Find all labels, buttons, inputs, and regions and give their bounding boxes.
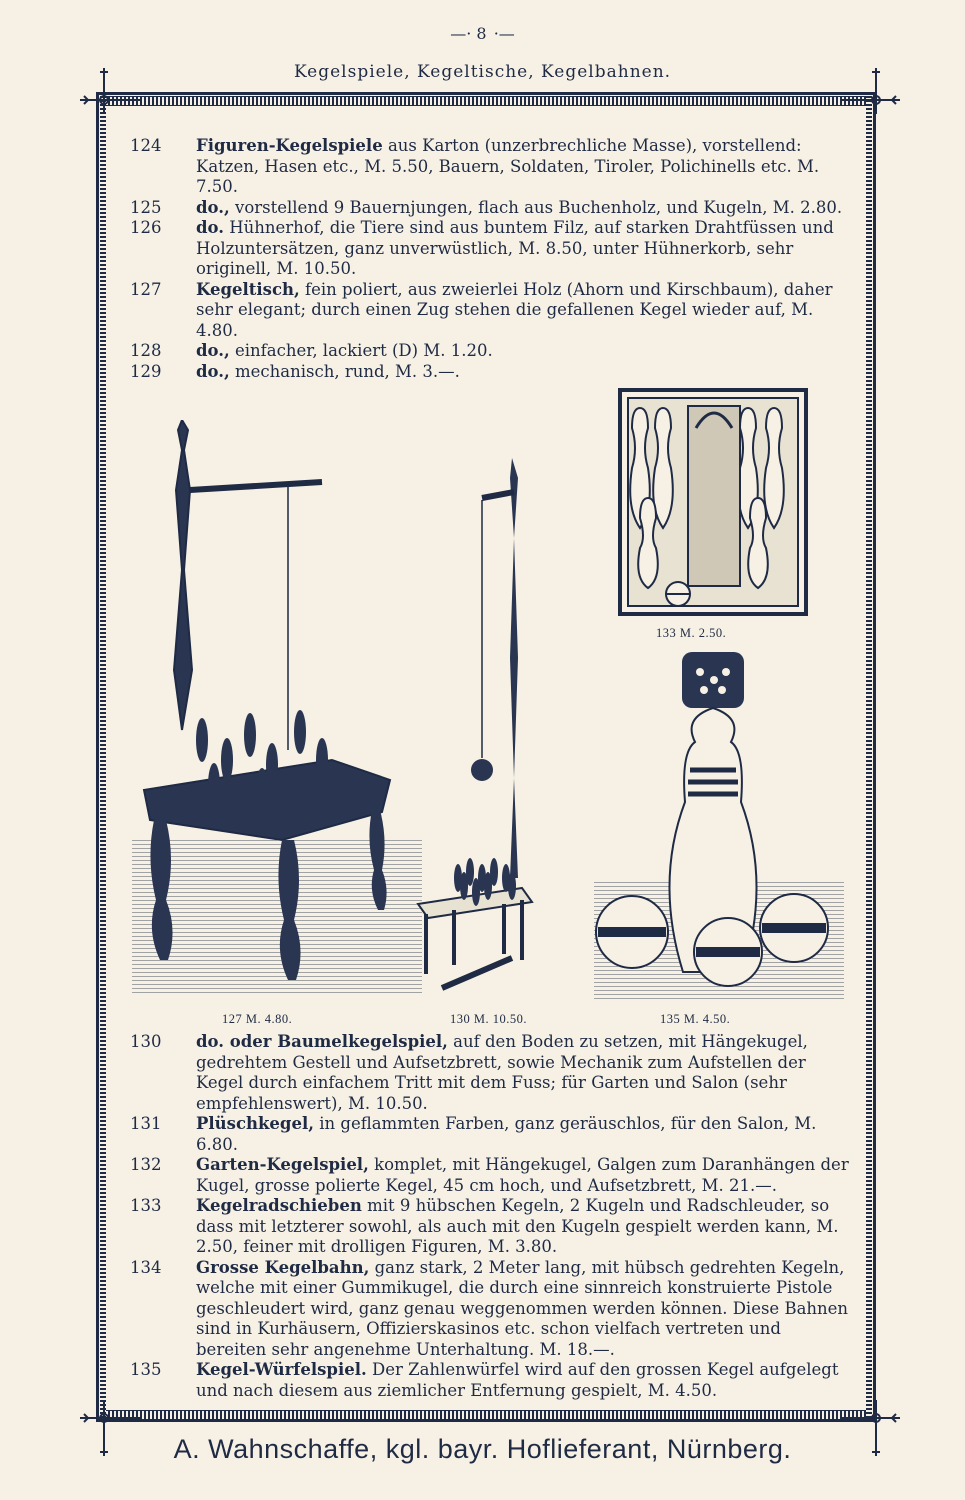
entry-title: Plüschkegel, bbox=[196, 1114, 314, 1133]
catalog-entry bbox=[130, 1114, 850, 1155]
catalog-entry bbox=[130, 1258, 850, 1361]
entry-number: 124 bbox=[130, 136, 162, 155]
entry-number: 132 bbox=[130, 1155, 162, 1174]
entry-number: 129 bbox=[130, 361, 162, 381]
entry-text: komplet, mit Hängekugel, Galgen zum Daranhängen der Kugel, grosse polierte Kegel, 45 cm hoch, und Aufsetzbrett, M. 21.—. bbox=[196, 1155, 849, 1195]
catalog-entry bbox=[130, 1032, 850, 1114]
kegeltisch-illustration bbox=[132, 420, 422, 996]
catalog-entry bbox=[130, 1155, 850, 1196]
entry-number: 134 bbox=[130, 1257, 162, 1277]
caption-133: 133 M. 2.50. bbox=[656, 626, 727, 640]
running-head: Kegelspiele, Kegeltische, Kegelbahnen. bbox=[293, 62, 672, 82]
catalog-entry bbox=[130, 198, 850, 219]
kegel-wuerfelspiel-illustration bbox=[594, 650, 844, 1000]
entry-number: 130 bbox=[130, 1032, 162, 1051]
corner-ornament-top-left-icon bbox=[60, 60, 140, 120]
entry-title: Kegel-Würfelspiel. bbox=[196, 1360, 367, 1379]
entry-text: mechanisch, rund, M. 3.—. bbox=[235, 361, 460, 381]
entry-title: do., bbox=[196, 197, 230, 217]
entry-title: Garten-Kegelspiel, bbox=[196, 1155, 369, 1174]
catalog-entries-top bbox=[130, 136, 850, 382]
entry-text: vorstellend 9 Bauernjungen, flach aus Buchenholz, und Kugeln, M. 2.80. bbox=[235, 197, 843, 217]
catalog-entries-bottom bbox=[130, 1032, 850, 1401]
catalog-entry bbox=[130, 218, 850, 280]
entry-title: do. oder Baumelkegelspiel, bbox=[196, 1032, 448, 1051]
catalog-entry bbox=[130, 362, 850, 383]
caption-127: 127 M. 4.80. bbox=[222, 1012, 293, 1026]
entry-text: ganz stark, 2 Meter lang, mit hübsch gedrehten Kegeln, welche mit einer Gummikugel, die durch eine sinnreich konstruierte Pistole geschleudert wird, ganz genau weggenommen werden können. Diese Bahnen sind in Kurhäusern, Offizierskasinos etc. schon vielfach vertreten und bereiten sehr angenehme Unterhaltung. M. 18.—. bbox=[196, 1257, 849, 1359]
entry-text: Der Zahlenwürfel wird auf den grossen Kegel aufgelegt und nach diesem aus ziemlicher Entfernung gespielt, M. 4.50. bbox=[196, 1360, 839, 1400]
baumelkegelspiel-illustration bbox=[412, 458, 552, 998]
entry-number: 131 bbox=[130, 1114, 162, 1133]
corner-ornament-top-right-icon bbox=[840, 60, 920, 120]
entry-number: 126 bbox=[130, 218, 162, 237]
entry-number: 133 bbox=[130, 1196, 162, 1215]
entry-title: do. bbox=[196, 218, 224, 237]
entry-text: auf den Boden zu setzen, mit Hängekugel, gedrehtem Gestell und Aufsetzbrett, sowie Mechanik zum Aufstellen der Kegel durch einfachem Tritt mit dem Fuss; für Garten und Salon (sehr empfehlenswert), M. 10.50. bbox=[196, 1032, 808, 1113]
bottom-border-rule bbox=[100, 1410, 872, 1420]
catalog-entry bbox=[130, 1360, 850, 1401]
entry-title: Kegelradschieben bbox=[196, 1196, 362, 1215]
entry-text: aus Karton (unzerbrechliche Masse), vorstellend: Katzen, Hasen etc., M. 5.50, Bauern, Soldaten, Tiroler, Polichinells etc. M. 7.50. bbox=[196, 136, 820, 196]
entry-text: fein poliert, aus zweierlei Holz (Ahorn und Kirschbaum), daher sehr elegant; durch einen Zug stehen die gefallenen Kegel wieder auf, M. 4.80. bbox=[196, 279, 833, 340]
catalog-entry bbox=[130, 341, 850, 362]
entry-title: Figuren-Kegelspiele bbox=[196, 136, 383, 155]
catalog-entry bbox=[130, 136, 850, 198]
entry-number: 128 bbox=[130, 341, 162, 360]
top-border-rule bbox=[100, 96, 872, 106]
publisher-footer: A. Wahnschaffe, kgl. bayr. Hoflieferant, Nürnberg. bbox=[173, 1434, 792, 1464]
skittle-box-illustration bbox=[618, 388, 808, 618]
entry-text: einfacher, lackiert (D) M. 1.20. bbox=[235, 341, 493, 360]
entry-title: do., bbox=[196, 341, 230, 360]
caption-135: 135 M. 4.50. bbox=[660, 1012, 731, 1026]
entry-number: 125 bbox=[130, 197, 162, 217]
entry-text: Hühnerhof, die Tiere sind aus buntem Filz, auf starken Drahtfüssen und Holzuntersätzen, ganz unverwüstlich, M. 8.50, unter Hühnerkorb, sehr originell, M. 10.50. bbox=[196, 218, 834, 278]
page-number-line: —· 8 ·— bbox=[450, 24, 515, 43]
left-border-rule bbox=[100, 96, 106, 1418]
entry-number: 127 bbox=[130, 279, 162, 299]
entry-title: Grosse Kegelbahn, bbox=[196, 1257, 370, 1277]
entry-text: in geflammten Farben, ganz geräuschlos, für den Salon, M. 6.80. bbox=[196, 1114, 817, 1154]
entry-number: 135 bbox=[130, 1360, 162, 1379]
entry-text: mit 9 hübschen Kegeln, 2 Kugeln und Radschleuder, so dass mit letzterer sowohl, als auch mit den Kugeln gespielt werden kann, M. 2.50, feiner mit drolligen Figuren, M. 3.80. bbox=[196, 1196, 839, 1256]
entry-title: Kegeltisch, bbox=[196, 279, 300, 299]
entry-title: do., bbox=[196, 361, 230, 381]
page-number: 8 bbox=[476, 24, 489, 43]
caption-130: 130 M. 10.50. bbox=[450, 1012, 527, 1026]
catalog-entry bbox=[130, 280, 850, 342]
right-border-rule bbox=[866, 96, 872, 1418]
catalog-entry bbox=[130, 1196, 850, 1258]
